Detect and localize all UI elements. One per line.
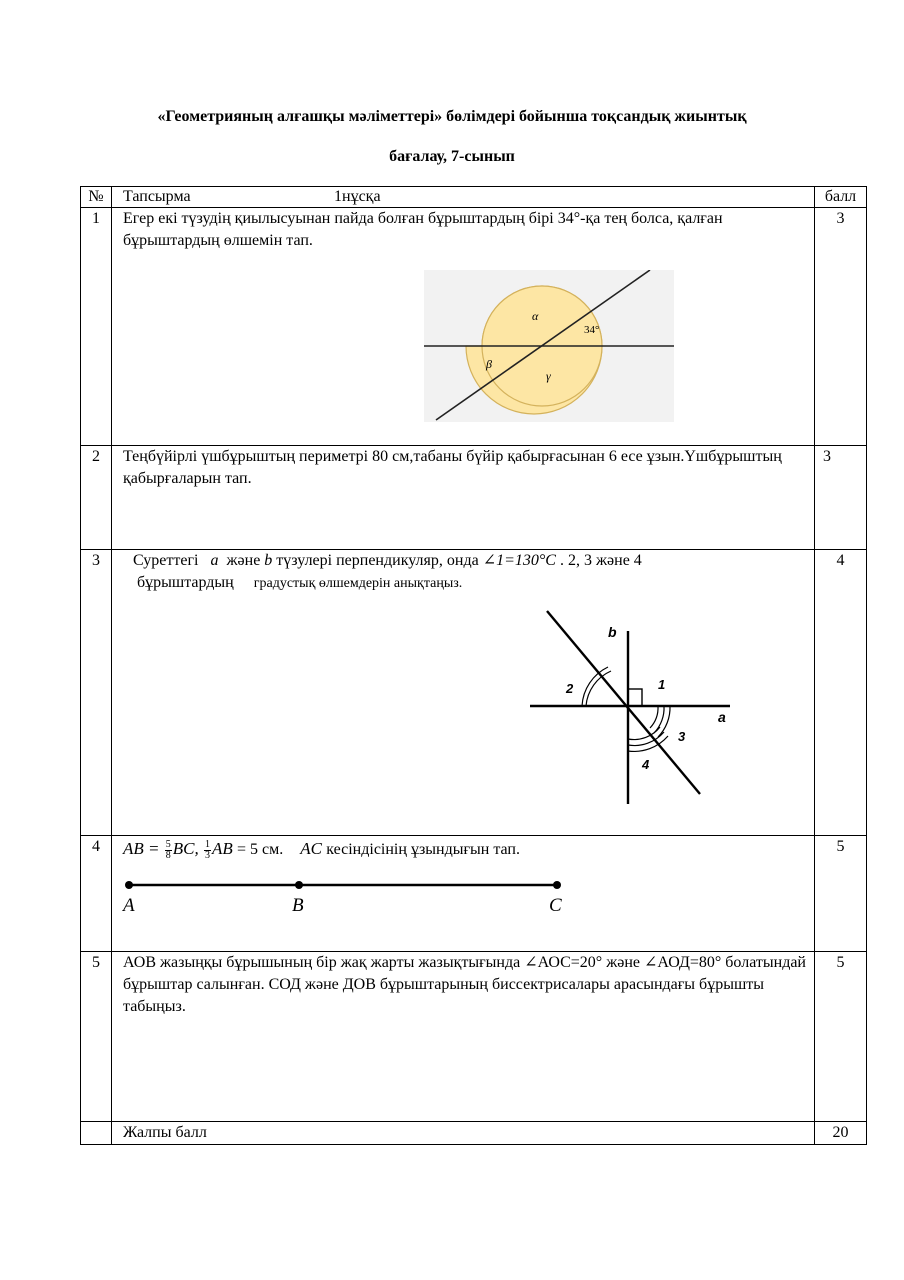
task-number: 4 xyxy=(81,836,112,952)
frac-denominator: 3 xyxy=(204,849,210,861)
label-gamma: γ xyxy=(546,369,551,383)
frac-numerator: 5 xyxy=(165,838,171,850)
total-row xyxy=(81,1122,867,1145)
text-segment: түзулері перпендикуляр, онда xyxy=(276,552,479,569)
table-row xyxy=(81,836,867,952)
expr-segment: кесіндісінің ұзындығын тап. xyxy=(326,841,520,858)
task-points: 4 xyxy=(815,550,867,836)
task-cell xyxy=(112,550,815,836)
label-c: C xyxy=(549,895,562,916)
task-text: Теңбүйірлі үшбұрыштың периметрі 80 см,табаны бүйір қабырғасынан 6 есе ұзын.Үшбұрыштың қабырғаларын тап. xyxy=(123,448,782,487)
expr-segment: = 5 см. xyxy=(237,841,284,858)
task-text: АОВ жазыңқы бұрышының бір жақ жарты жазықтығында ∠АОС=20° және ∠АОД=80° болатындай бұрыштар салынған. СОД және ДОВ бұрыштарының биссектрисалары арасындағы бұрышты табыңыз. xyxy=(123,954,806,1015)
point-b xyxy=(295,881,303,889)
task-number: 3 xyxy=(81,550,112,836)
task-number: 5 xyxy=(81,952,112,1122)
text-segment: бұрыштардың xyxy=(137,574,234,591)
angle-2-arc-inner xyxy=(586,671,611,706)
task-cell xyxy=(112,208,815,446)
label-angle-3: 3 xyxy=(678,729,686,744)
header-task xyxy=(112,187,815,208)
label-angle-1: 1 xyxy=(658,677,666,692)
table-row xyxy=(81,952,867,1122)
label-a: A xyxy=(123,895,135,916)
line-b-name: b xyxy=(264,552,273,569)
transversal-line xyxy=(547,611,700,794)
point-a xyxy=(125,881,133,889)
table-row xyxy=(81,208,867,446)
perpendicular-lines-figure xyxy=(530,609,745,809)
task-points: 5 xyxy=(815,836,867,952)
task-number: 1 xyxy=(81,208,112,446)
fraction-5-8 xyxy=(165,840,172,861)
point-c xyxy=(553,881,561,889)
task-points: 5 xyxy=(815,952,867,1122)
header-points: балл xyxy=(815,187,867,208)
label-b: b xyxy=(608,624,617,640)
fraction-1-3 xyxy=(204,840,211,861)
label-angle-4: 4 xyxy=(642,757,650,772)
segment-figure xyxy=(119,875,579,919)
header-variant: 1нұсқа xyxy=(334,188,381,205)
table-row xyxy=(81,550,867,836)
line-a-name: a xyxy=(210,552,219,569)
task-cell xyxy=(112,836,815,952)
header-number: № xyxy=(81,187,112,208)
right-angle-mark xyxy=(628,689,642,706)
task-cell xyxy=(112,446,815,550)
task-points: 3 xyxy=(815,446,867,550)
expr-segment: AB = xyxy=(123,839,160,858)
label-b: B xyxy=(292,895,304,916)
angle-condition: ∠1=130°C xyxy=(482,552,556,569)
text-segment: градустық өлшемдерін анықтаңыз. xyxy=(253,576,463,591)
label-beta: β xyxy=(486,357,492,371)
task-cell xyxy=(112,952,815,1122)
table-header-row xyxy=(81,187,867,208)
label-angle-2: 2 xyxy=(566,681,574,696)
label-a: a xyxy=(718,709,726,725)
expr-segment: AC xyxy=(300,839,322,858)
page-title-line-1: «Геометрияның алғашқы мәліметтері» бөлімдері бойынша тоқсандық жиынтық xyxy=(157,108,747,125)
table-row xyxy=(81,446,867,550)
label-34-degrees: 34° xyxy=(584,324,600,336)
angle-2-arc xyxy=(582,667,608,706)
expr-segment: AB xyxy=(211,839,233,858)
frac-denominator: 8 xyxy=(165,849,171,861)
total-number-empty xyxy=(81,1122,112,1145)
label-alpha: α xyxy=(532,309,539,323)
text-segment: . 2, 3 және 4 xyxy=(559,552,642,569)
text-segment: Суреттегі xyxy=(133,552,199,569)
task-expression xyxy=(123,836,810,863)
frac-numerator: 1 xyxy=(204,838,210,850)
expr-segment: BC, xyxy=(172,839,199,858)
total-points: 20 xyxy=(815,1122,867,1145)
task-points: 3 xyxy=(815,208,867,446)
page-title-line-2: бағалау, 7-сынып xyxy=(389,148,515,165)
task-text: Егер екі түзудің қиылысуынан пайда болған бұрыштардың бірі 34°-қа тең болса, қалған бұрыштардың өлшемін тап. xyxy=(123,210,723,249)
total-label: Жалпы балл xyxy=(112,1122,815,1145)
assessment-table xyxy=(80,186,867,1145)
text-segment: және xyxy=(226,552,261,569)
angle-3-arc xyxy=(650,706,658,728)
task-number: 2 xyxy=(81,446,112,550)
header-task-label: Тапсырма xyxy=(123,188,191,205)
intersecting-lines-figure xyxy=(424,270,674,422)
task-text xyxy=(123,550,810,595)
